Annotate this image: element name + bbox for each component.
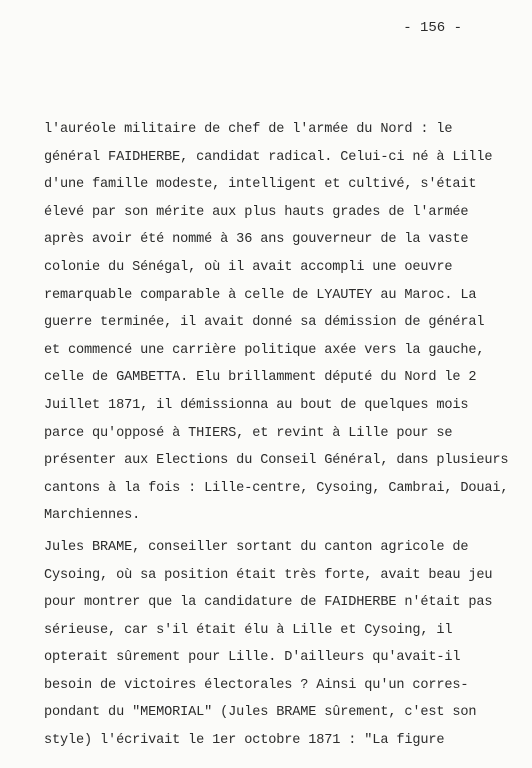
text-line: Cysoing, où sa position était très forte, avait beau jeu [44, 567, 493, 583]
body-text [44, 116, 509, 755]
text-line: parce qu'opposé à THIERS, et revint à Lille pour se [44, 425, 453, 441]
text-line: style) l'écrivait le 1er octobre 1871 : "La figure [44, 733, 445, 749]
text-line: pour montrer que la candidature de FAIDHERBE n'était pas [44, 595, 493, 611]
text-line: après avoir été nommé à 36 ans gouverneur de la vaste [44, 232, 469, 248]
text-line: Jules BRAME, conseiller sortant du canton agricole de [44, 539, 469, 555]
text-line: général FAIDHERBE, candidat radical. Celui-ci né à Lille [44, 149, 493, 165]
paragraph-1 [44, 116, 509, 530]
text-line: présenter aux Elections du Conseil Général, dans plusieurs [44, 453, 509, 469]
text-line: besoin de victoires électorales ? Ainsi qu'un corres- [44, 677, 469, 693]
text-line: opterait sûrement pour Lille. D'ailleurs qu'avait-il [44, 650, 461, 666]
text-line: pondant du "MEMORIAL" (Jules BRAME sûrement, c'est son [44, 705, 477, 721]
text-line: celle de GAMBETTA. Elu brillamment député du Nord le 2 [44, 370, 477, 386]
page-number: - 156 - [403, 20, 462, 36]
text-line: guerre terminée, il avait donné sa démission de général [44, 315, 485, 331]
text-line: sérieuse, car s'il était élu à Lille et Cysoing, il [44, 622, 453, 638]
text-line: Juillet 1871, il démissionna au bout de quelques mois [44, 397, 469, 413]
text-line: colonie du Sénégal, où il avait accompli une oeuvre [44, 259, 453, 275]
text-line: l'auréole militaire de chef de l'armée du Nord : le [44, 122, 453, 137]
text-line: remarquable comparable à celle de LYAUTEY au Maroc. La [44, 287, 477, 303]
text-line: cantons à la fois : Lille-centre, Cysoing, Cambrai, Douai, [44, 480, 509, 496]
text-line: et commencé une carrière politique axée vers la gauche, [44, 342, 485, 358]
paragraph-2 [44, 534, 504, 755]
text-line: d'une famille modeste, intelligent et cultivé, s'était [44, 177, 477, 193]
text-line: Marchiennes. [44, 508, 141, 524]
text-line: élevé par son mérite aux plus hauts grades de l'armée [44, 204, 469, 220]
